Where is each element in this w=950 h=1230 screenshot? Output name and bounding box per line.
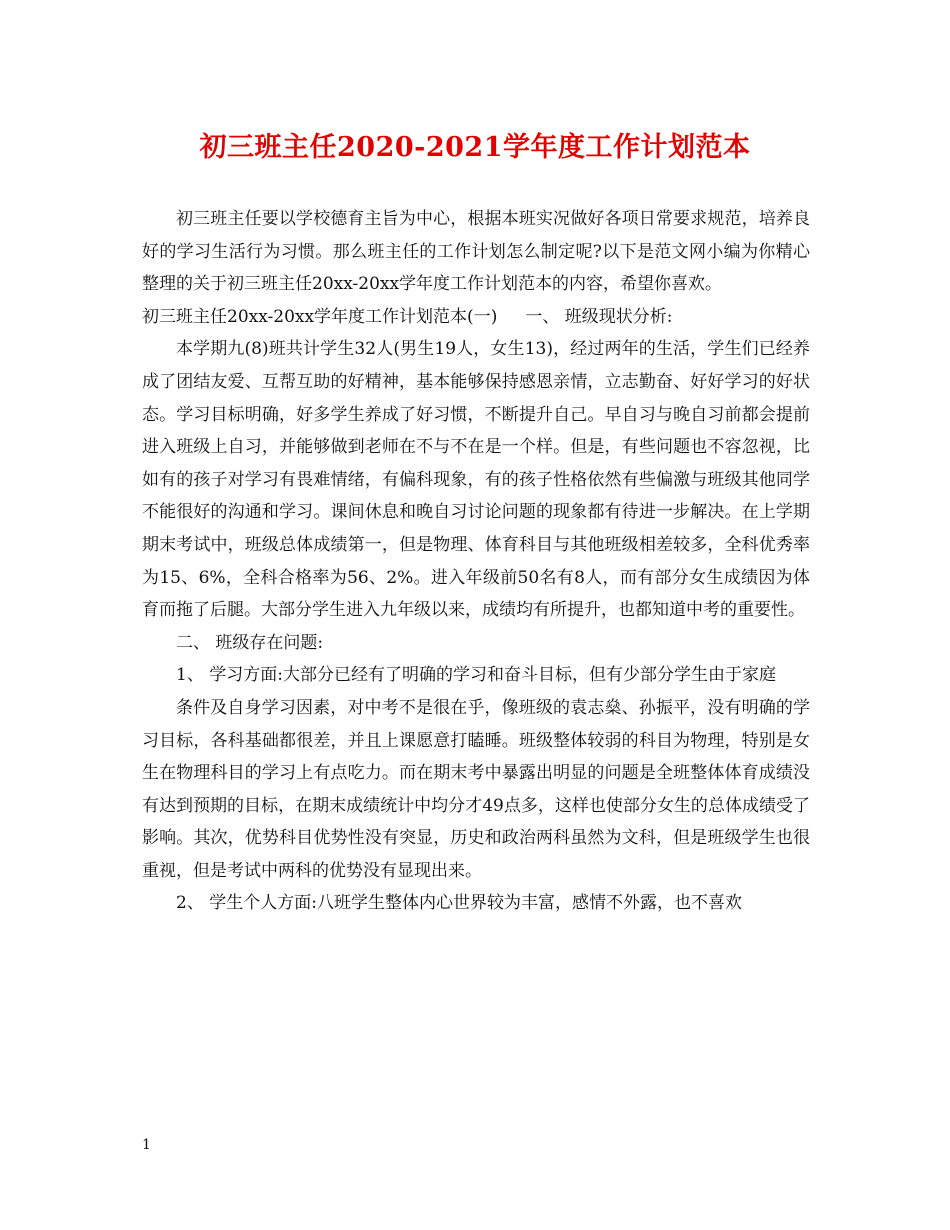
item1-heading: 1、 学习方面:大部分已经有了明确的学习和奋斗目标，但有少部分学生由于家庭 xyxy=(176,665,776,686)
document-title: 初三班主任2020-2021学年度工作计划范本 xyxy=(199,132,751,163)
section1-heading: 一、 班级现状分析: xyxy=(525,306,673,327)
item2-heading: 2、 学生个人方面:八班学生整体内心世界较为丰富，感情不外露，也不喜欢 xyxy=(176,893,742,914)
sample-heading-row xyxy=(142,301,810,334)
item1-paragraph: 条件及自身学习因素，对中考不是很在乎，像班级的袁志燊、孙振平，没有明确的学习目标，各科基础都很差，并且上课愿意打瞌睡。班级整体较弱的科目为物理，特别是女生在物理科目的学习上有点吃力。而在期末考中暴露出明显的问题是全班整体体育成绩没有达到预期的目标，在期末成绩统计中均分才49点多，这样也使部分女生的总体成绩受了影响。其次，优势科目优势性没有突显，历史和政治两科虽然为文科，但是班级学生也很重视，但是考试中两科的优势没有显现出来。 xyxy=(142,697,810,881)
sample-heading: 初三班主任20xx-20xx学年度工作计划范本(一) xyxy=(142,306,498,327)
section2-heading: 二、 班级存在问题: xyxy=(176,632,324,653)
document-body xyxy=(142,203,810,920)
page-number: 1 xyxy=(142,1137,151,1153)
intro-paragraph: 初三班主任要以学校德育主旨为中心，根据本班实况做好各项日常要求规范，培养良好的学习生活行为习惯。那么班主任的工作计划怎么制定呢?以下是范文网小编为你精心整理的关于初三班主任20xx-20xx学年度工作计划范本的内容，希望你喜欢。 xyxy=(142,209,810,295)
section1-paragraph: 本学期九(8)班共计学生32人(男生19人，女生13)，经过两年的生活，学生们已经养成了团结友爱、互帮互助的好精神，基本能够保持感恩亲情，立志勤奋、好好学习的好状态。学习目标明确，好多学生养成了好习惯，不断提升自己。早自习与晚自习前都会提前进入班级上自习，并能够做到老师在不与不在是一个样。但是，有些问题也不容忽视，比如有的孩子对学习有畏难情绪，有偏科现象，有的孩子性格依然有些偏激与班级其他同学不能很好的沟通和学习。课间休息和晚自习讨论问题的现象都有待进一步解决。在上学期期末考试中，班级总体成绩第一，但是物理、体育科目与其他班级相差较多，全科优秀率为15、6%，全科合格率为56、2%。进入年级前50名有8人，而有部分女生成绩因为体育而拖了后腿。大部分学生进入九年级以来，成绩均有所提升，也都知道中考的重要性。 xyxy=(142,339,810,621)
